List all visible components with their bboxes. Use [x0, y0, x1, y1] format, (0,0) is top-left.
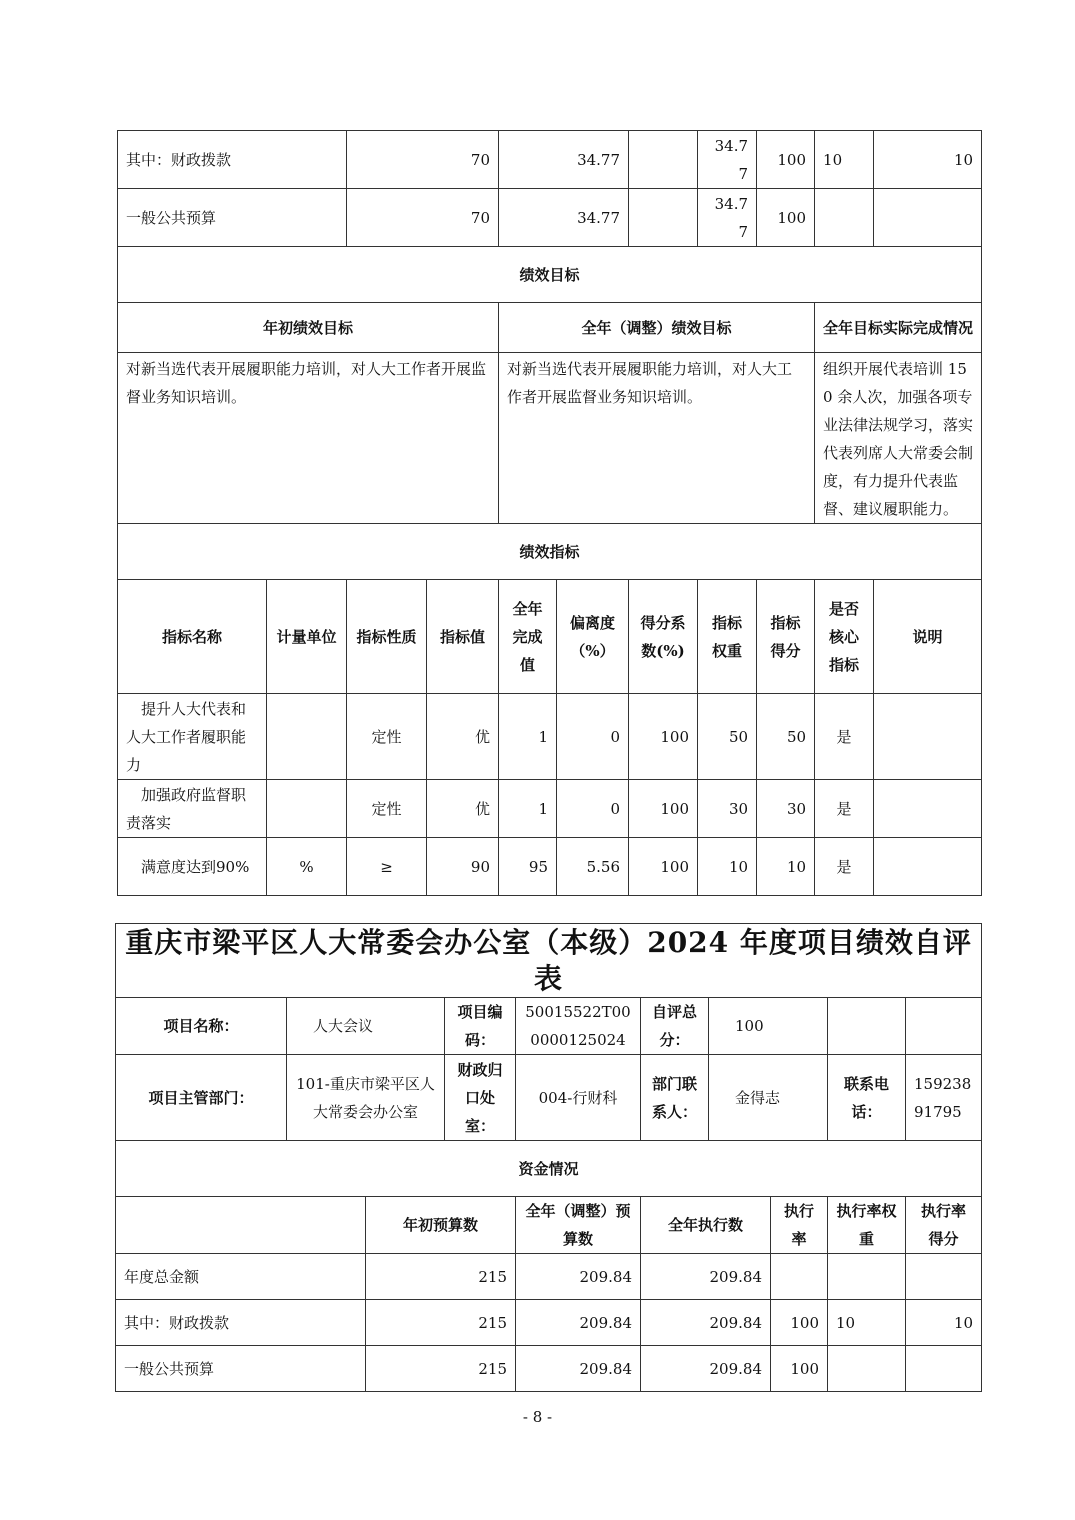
fund-adjusted: 34.77 — [499, 131, 629, 189]
indicator-coef: 100 — [629, 838, 698, 896]
indicator-note — [874, 780, 982, 838]
indicator-score: 10 — [757, 838, 815, 896]
indicator-deviation: 0 — [557, 694, 629, 780]
indicator-row — [118, 838, 982, 896]
fund-initial: 215 — [366, 1300, 516, 1346]
perf-table-continued — [117, 130, 982, 896]
col-header: 指标权重 — [698, 580, 757, 694]
fund-rate — [771, 1254, 828, 1300]
fund-executed: 209.84 — [641, 1346, 771, 1392]
indicator-weight: 30 — [698, 780, 757, 838]
fund-score — [906, 1346, 982, 1392]
fund-rate: 100 — [771, 1346, 828, 1392]
project-info-row — [116, 998, 982, 1055]
fund-label: 其中：财政拨款 — [118, 131, 347, 189]
indicator-name: 加强政府监督职责落实 — [118, 780, 267, 838]
fund-row — [116, 1346, 982, 1392]
fund-score — [874, 189, 982, 247]
col-header: 指标得分 — [757, 580, 815, 694]
col-header: 执行率 — [771, 1197, 828, 1254]
fund-score — [906, 1254, 982, 1300]
goal-header-adjusted: 全年（调整）绩效目标 — [499, 303, 815, 353]
phone-value: 15923891795 — [906, 1055, 982, 1141]
fund-adjusted: 209.84 — [516, 1254, 641, 1300]
indicator-heading: 绩效指标 — [118, 524, 982, 580]
fund-initial: 70 — [347, 131, 499, 189]
finance-office-label: 财政归口处室： — [445, 1055, 516, 1141]
indicator-core: 是 — [815, 780, 874, 838]
fund-initial: 70 — [347, 189, 499, 247]
indicator-weight: 50 — [698, 694, 757, 780]
col-header: 指标名称 — [118, 580, 267, 694]
fund-executed: 34.77 — [698, 189, 757, 247]
fund-executed: 34.77 — [698, 131, 757, 189]
indicator-actual: 1 — [499, 694, 557, 780]
empty-cell — [116, 1197, 366, 1254]
indicator-row — [118, 780, 982, 838]
col-header: 计量单位 — [267, 580, 347, 694]
indicator-deviation: 5.56 — [557, 838, 629, 896]
col-header: 全年执行数 — [641, 1197, 771, 1254]
fund-adjusted: 34.77 — [499, 189, 629, 247]
page-number: - 8 - — [522, 1408, 553, 1426]
indicator-deviation: 0 — [557, 780, 629, 838]
fund-row — [116, 1300, 982, 1346]
fund-score: 10 — [906, 1300, 982, 1346]
indicator-nature: ≥ — [347, 838, 427, 896]
fund-header-row — [116, 1197, 982, 1254]
fund-initial: 215 — [366, 1346, 516, 1392]
contact-label: 部门联系人： — [641, 1055, 709, 1141]
fund-blank — [629, 131, 698, 189]
fund-label: 一般公共预算 — [118, 189, 347, 247]
col-header: 执行率得分 — [906, 1197, 982, 1254]
indicator-core: 是 — [815, 838, 874, 896]
indicator-weight: 10 — [698, 838, 757, 896]
indicator-unit — [267, 694, 347, 780]
col-header: 指标性质 — [347, 580, 427, 694]
empty-cell — [906, 998, 982, 1055]
indicator-score: 30 — [757, 780, 815, 838]
fund-rate: 100 — [771, 1300, 828, 1346]
fund-score: 10 — [874, 131, 982, 189]
col-header: 指标值 — [427, 580, 499, 694]
indicator-coef: 100 — [629, 694, 698, 780]
fund-label: 其中：财政拨款 — [116, 1300, 366, 1346]
indicator-score: 50 — [757, 694, 815, 780]
dept-value: 101-重庆市梁平区人大常委会办公室 — [287, 1055, 445, 1141]
col-header: 年初预算数 — [366, 1197, 516, 1254]
indicator-value: 优 — [427, 780, 499, 838]
self-score-label: 自评总分： — [641, 998, 709, 1055]
goal-header-initial: 年初绩效目标 — [118, 303, 499, 353]
fund-weight — [828, 1346, 906, 1392]
indicator-name: 提升人大代表和人大工作者履职能力 — [118, 694, 267, 780]
indicator-coef: 100 — [629, 780, 698, 838]
fund-weight — [828, 1254, 906, 1300]
fund-label: 一般公共预算 — [116, 1346, 366, 1392]
contact-value: 金得志 — [709, 1055, 828, 1141]
fund-rate: 100 — [757, 189, 815, 247]
empty-cell — [828, 998, 906, 1055]
project-code-label: 项目编码： — [445, 998, 516, 1055]
fund-rate: 100 — [757, 131, 815, 189]
fund-weight — [815, 189, 874, 247]
indicator-value: 优 — [427, 694, 499, 780]
col-header: 全年（调整）预算数 — [516, 1197, 641, 1254]
self-evaluation-table — [115, 923, 982, 1392]
goal-initial-text: 对新当选代表开展履职能力培训，对人大工作者开展监督业务知识培训。 — [118, 353, 499, 524]
col-header: 是否核心指标 — [815, 580, 874, 694]
col-header: 说明 — [874, 580, 982, 694]
indicator-core: 是 — [815, 694, 874, 780]
fund-row — [116, 1254, 982, 1300]
dept-info-row — [116, 1055, 982, 1141]
indicator-nature: 定性 — [347, 694, 427, 780]
fund-row — [118, 189, 982, 247]
col-header: 得分系数(%) — [629, 580, 698, 694]
goal-adjusted-text: 对新当选代表开展履职能力培训，对人大工作者开展监督业务知识培训。 — [499, 353, 815, 524]
fund-executed: 209.84 — [641, 1300, 771, 1346]
indicator-note — [874, 838, 982, 896]
indicator-unit — [267, 780, 347, 838]
goal-actual-text: 组织开展代表培训 150 余人次，加强各项专业法律法规学习，落实代表列席人大常委会制度，有力提升代表监督、建议履职能力。 — [815, 353, 982, 524]
col-header: 执行率权重 — [828, 1197, 906, 1254]
project-code-value: 50015522T000000125024 — [516, 998, 641, 1055]
fund-weight: 10 — [815, 131, 874, 189]
perf-goal-heading: 绩效目标 — [118, 247, 982, 303]
fund-initial: 215 — [366, 1254, 516, 1300]
indicator-actual: 1 — [499, 780, 557, 838]
project-name-value: 人大会议 — [287, 998, 445, 1055]
goal-header-actual: 全年目标实际完成情况 — [815, 303, 982, 353]
fund-weight: 10 — [828, 1300, 906, 1346]
fund-label: 年度总金额 — [116, 1254, 366, 1300]
indicator-value: 90 — [427, 838, 499, 896]
indicator-row — [118, 694, 982, 780]
fund-executed: 209.84 — [641, 1254, 771, 1300]
indicator-unit: % — [267, 838, 347, 896]
fund-adjusted: 209.84 — [516, 1346, 641, 1392]
indicator-name: 满意度达到90% — [118, 838, 267, 896]
indicator-actual: 95 — [499, 838, 557, 896]
indicator-header-row — [118, 580, 982, 694]
fund-row — [118, 131, 982, 189]
finance-office-value: 004-行财科 — [516, 1055, 641, 1141]
fund-heading: 资金情况 — [116, 1141, 982, 1197]
project-name-label: 项目名称： — [116, 998, 287, 1055]
table-title: 重庆市梁平区人大常委会办公室（本级）2024 年度项目绩效自评表 — [116, 924, 982, 998]
phone-label: 联系电话： — [828, 1055, 906, 1141]
col-header: 偏离度（%） — [557, 580, 629, 694]
col-header: 全年完成值 — [499, 580, 557, 694]
indicator-note — [874, 694, 982, 780]
indicator-nature: 定性 — [347, 780, 427, 838]
self-score-value: 100 — [709, 998, 828, 1055]
fund-adjusted: 209.84 — [516, 1300, 641, 1346]
fund-blank — [629, 189, 698, 247]
dept-label: 项目主管部门： — [116, 1055, 287, 1141]
